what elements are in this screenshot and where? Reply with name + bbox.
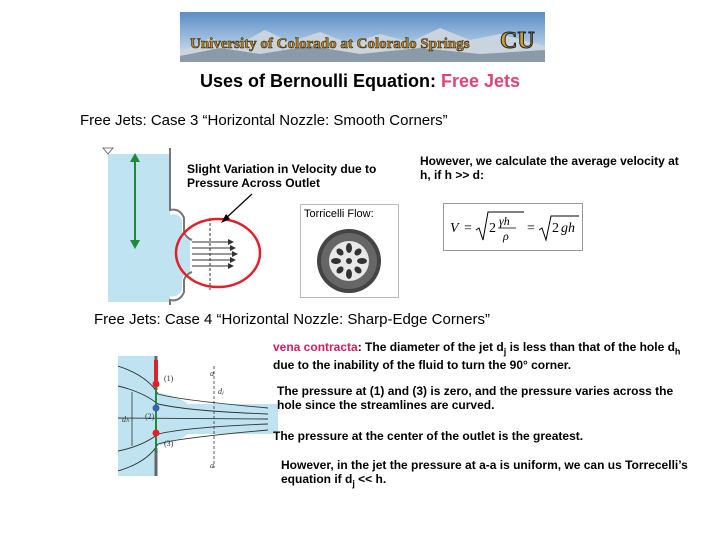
svg-text:CU: CU bbox=[500, 28, 535, 54]
svg-text:(2): (2) bbox=[145, 412, 155, 421]
center-pressure-note: The pressure at the center of the outlet is the greatest. bbox=[273, 429, 584, 443]
svg-text:=: = bbox=[527, 221, 535, 236]
svg-text:dⱼ: dⱼ bbox=[218, 387, 224, 396]
svg-text:(1): (1) bbox=[164, 374, 174, 383]
vena-contracta-term: vena contracta bbox=[273, 340, 358, 354]
svg-text:2: 2 bbox=[489, 221, 496, 236]
pressure-points-note: The pressure at (1) and (3) is zero, and the pressure varies across the hole since the streamlines are curved. bbox=[277, 384, 674, 412]
case3-heading: Free Jets: Case 3 “Horizontal Nozzle: Smooth Corners” bbox=[80, 112, 448, 129]
svg-text:2: 2 bbox=[552, 221, 559, 236]
svg-text:dₕ: dₕ bbox=[122, 415, 130, 424]
jet-pressure-note: However, in the jet the pressure at a-a is uniform, we can us Torrecelli’s equation if $d_j << h$. bbox=[281, 458, 688, 489]
point-2-marker bbox=[153, 405, 160, 412]
torricelli-formula bbox=[443, 203, 583, 251]
svg-text:=: = bbox=[464, 221, 472, 236]
vena-contracta-note: vena contracta: The diameter of the jet $d_j$ is less than that of the hole $d_h$ due to the inability of the fluid to turn the 90° corner. bbox=[273, 340, 681, 373]
svg-text:γh: γh bbox=[499, 214, 510, 228]
point-1-marker bbox=[153, 381, 160, 388]
banner-text: University of Colorado at Colorado Springs bbox=[190, 36, 470, 52]
svg-text:a: a bbox=[210, 461, 214, 470]
average-velocity-note: However, we calculate the average velocity at h, if h >> d: bbox=[420, 154, 679, 182]
free-surface-icon bbox=[103, 148, 113, 154]
velocity-variation-note: Slight Variation in Velocity due to Pressure Across Outlet bbox=[187, 162, 377, 190]
university-banner bbox=[180, 12, 545, 62]
torricelli-label: Torricelli Flow: bbox=[304, 208, 374, 220]
svg-text:gh: gh bbox=[561, 221, 575, 236]
title-accent: Free Jets bbox=[440, 71, 521, 91]
sharp-edge-diagram bbox=[118, 356, 278, 476]
title-main: Uses of Bernoulli Equation: bbox=[199, 71, 441, 91]
svg-text:a: a bbox=[210, 369, 214, 378]
svg-text:ρ: ρ bbox=[503, 229, 509, 243]
case4-heading: Free Jets: Case 4 “Horizontal Nozzle: Sharp-Edge Corners” bbox=[94, 311, 490, 328]
svg-text:(3): (3) bbox=[164, 439, 174, 448]
svg-text:V: V bbox=[450, 221, 459, 236]
page-title bbox=[0, 71, 720, 92]
point-3-marker bbox=[153, 430, 160, 437]
